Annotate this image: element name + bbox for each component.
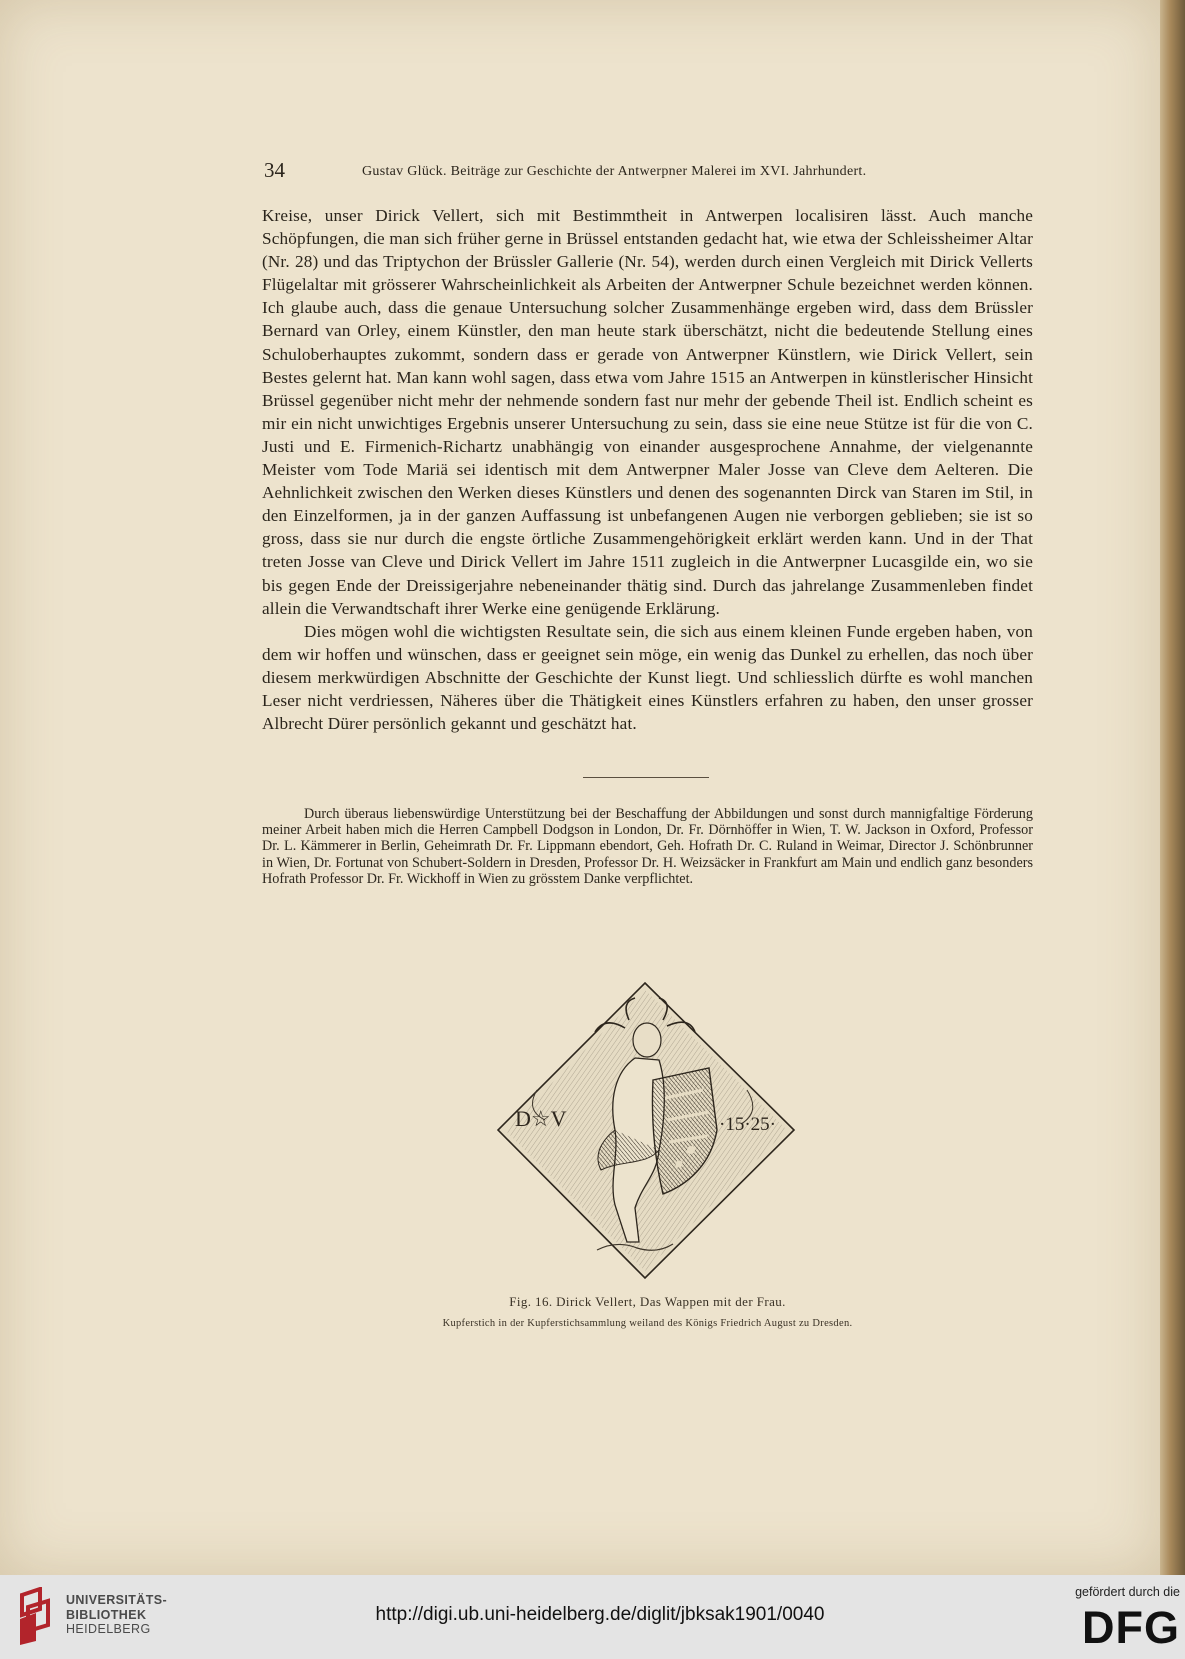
page-edge (1160, 0, 1185, 1575)
body-text (262, 204, 1033, 735)
running-title: Gustav Glück. Beiträge zur Geschichte der Antwerpner Malerei im XVI. Jahrhundert. (362, 164, 867, 179)
footer-bar (0, 1575, 1185, 1659)
inscription-monogram: D☆V (515, 1106, 567, 1131)
paragraph-1: Kreise, unser Dirick Vellert, sich mit Bestimmtheit in Antwerpen localisiren lässt. Auch manche Schöpfungen, die man sich früher gerne in Brüssel entstanden gedacht hat, wie etwa der Schleissheimer Altar (Nr. 28) und das Triptychon der Brüssler Gallerie (Nr. 54), werden durch einen Vergleich mit Dirick Vellerts Flügelaltar mit grösserer Wahrscheinlichkeit als Arbeiten der Antwerpner Schule bezeichnet werden können. Ich glaube auch, dass die genaue Untersuchung solcher Zusammenhänge ergeben wird, dass dem Brüssler Bernard van Orley, einem Künstler, den man heute stark überschätzt, nicht die bedeutende Stellung eines Schuloberhauptes zukommt, sondern dass er gerade von Antwerpner Künstlern, wie Dirick Vellert, sein Bestes gelernt hat. Man kann wohl sagen, dass etwa vom Jahre 1515 an Antwerpen in künstlerischer Hinsicht Brüssel gegenüber nicht mehr der nehmende sondern fast nur mehr der gebende Theil ist. Endlich scheint es mir ein nicht unwichtiges Ergebnis unserer Untersuchung zu sein, dass sie eine neue Stütze ist für die von C. Justi und E. Firmenich-Richartz unabhängig von einander ausgesprochene Annahme, der vielgenannte Meister vom Tode Mariä sei identisch mit dem Antwerpner Maler Josse van Cleve dem Aelteren. Die Aehnlichkeit zwischen den Werken dieses Künstlers und denen des sogenannten Dirck van Staren im Stil, in den Einzelformen, ja in der ganzen Auffassung ist unbefangenen Augen nie verborgen geblieben; sie ist so gross, dass sie nur durch die engste örtliche Zusammengehörigkeit erklärt werden kann. Und in der That treten Josse van Cleve und Dirick Vellert im Jahre 1511 zugleich in die Antwerpner Lucasgilde ein, wo sie bis gegen Ende der Dreissigerjahre nebeneinander thätig sind. Durch das jahrelange Zusammenleben findet allein die Verwandtschaft ihrer Werke eine genügende Erklärung. (262, 206, 1033, 618)
institution-name[interactable] (66, 1593, 167, 1637)
dfg-logo[interactable]: DFG (1082, 1602, 1180, 1653)
separator-rule (583, 777, 709, 778)
institution-line-3: HEIDELBERG (66, 1622, 151, 1636)
institution-line-1: UNIVERSITÄTS- (66, 1593, 168, 1607)
institution-line-2: BIBLIOTHEK (66, 1607, 147, 1622)
engraving-figure (497, 980, 797, 1280)
inscription-date: ·15·25· (719, 1114, 776, 1135)
funded-by-label: gefördert durch die (1075, 1585, 1180, 1599)
figure-caption: Fig. 16. Dirick Vellert, Das Wappen mit der Frau. (509, 1294, 786, 1309)
page-number: 34 (264, 158, 285, 182)
figure-subcaption: Kupferstich in der Kupferstichsammlung weiland des Königs Friedrich August zu Dresden. (442, 1318, 853, 1329)
footnote (262, 806, 1033, 887)
permalink-url[interactable]: http://digi.ub.uni-heidelberg.de/diglit/jbksak1901/0040 (375, 1604, 825, 1625)
figure-head (633, 1023, 661, 1057)
university-logo-icon[interactable] (14, 1587, 58, 1645)
footnote-text: Durch überaus liebenswürdige Unterstützung bei der Beschaffung der Abbildungen und sonst durch mannigfaltige Förderung meiner Arbeit haben mich die Herren Campbell Dodgson in London, Dr. Fr. Dörnhöffer in Wien, T. W. Jackson in Oxford, Professor Dr. L. Kämmerer in Berlin, Geheimrath Dr. Fr. Lippmann ebendort, Geh. Hofrath Dr. C. Ruland in Weimar, Director J. Schönbrunner in Wien, Dr. Fortunat von Schubert-Soldern in Dresden, Professor Dr. H. Weizsäcker in Frankfurt am Main und endlich ganz besonders Hofrath Professor Dr. Fr. Wickhoff in Wien zu grösstem Danke verpflichtet. (262, 806, 1033, 887)
paragraph-2: Dies mögen wohl die wichtigsten Resultate sein, die sich aus einem kleinen Funde ergeben haben, von dem wir hoffen und wünschen, dass er geeignet sein möge, ein wenig das Dunkel zu erhellen, das noch über diesem merkwürdigen Abschnitte der Geschichte der Kunst liegt. Und schliesslich dürfte es wohl manchen Leser nicht verdriessen, Näheres über die Thätigkeit eines Künstlers erfahren zu haben, den unser grosser Albrecht Dürer persönlich gekannt und geschätzt hat. (262, 621, 1033, 734)
